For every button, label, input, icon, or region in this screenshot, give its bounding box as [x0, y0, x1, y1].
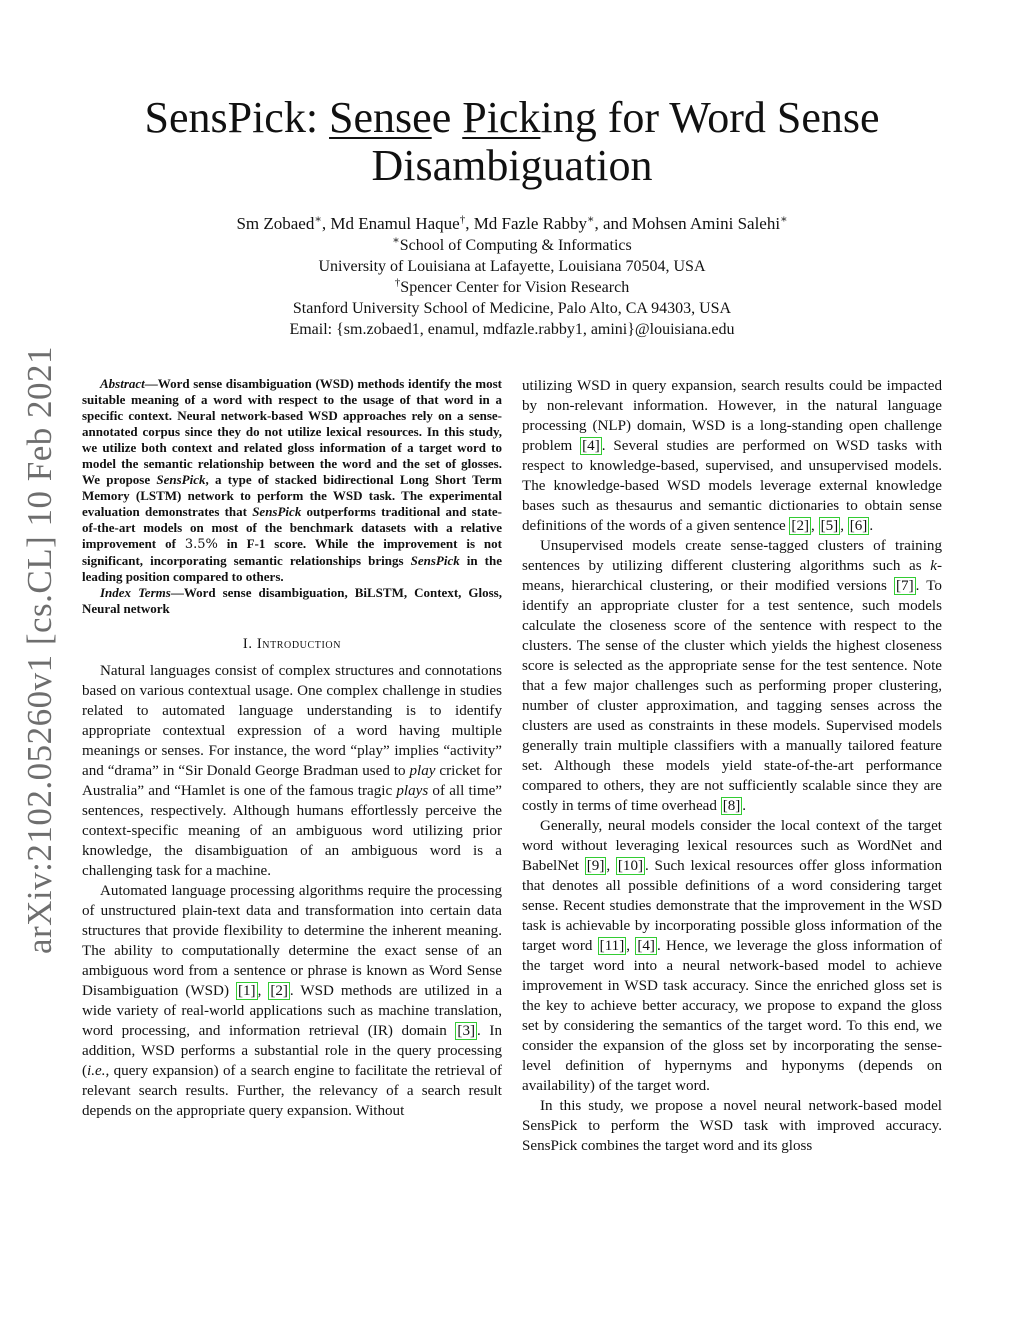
citation-link[interactable]: [9]	[586, 858, 605, 874]
citation-link[interactable]: [1]	[237, 983, 256, 999]
senspick-italic: SensPick	[252, 504, 302, 519]
text: ,	[606, 858, 616, 874]
paragraph	[82, 881, 502, 1121]
index-terms-label: Index Terms	[100, 585, 171, 600]
title-line2: Disambiguation	[371, 141, 653, 190]
text: Generally, neural models consider the local context of the target word without leveraging lexical resources such as WordNet and BabelNet	[522, 818, 942, 874]
paragraph	[522, 1096, 942, 1156]
abstract-text: outperforms traditional and state-of-the-art models on most of the benchmark datasets with a relative improvement of	[82, 504, 503, 551]
citation-link[interactable]: [6]	[849, 518, 868, 534]
author-2: Md Enamul Haque	[330, 214, 460, 233]
author-names	[130, 213, 894, 234]
text: ,	[840, 518, 848, 534]
paragraph	[522, 376, 942, 536]
author-sep: ,	[321, 214, 331, 233]
citation-link[interactable]: [8]	[722, 798, 741, 814]
author-4: Mohsen Amini Salehi	[631, 214, 781, 233]
italic-k: k	[930, 558, 937, 574]
arxiv-stamp-text: arXiv:2102.05260v1 [cs.CL] 10 Feb 2021	[20, 345, 60, 955]
right-column	[522, 376, 942, 1156]
title-sense: Sense	[329, 93, 432, 142]
text: In this study, we propose a novel neural network-based model SensPick to perform the WSD task with improved accuracy. SensPick combines the target word and its gloss	[522, 1098, 942, 1154]
text: ,	[626, 938, 636, 954]
text: cricket for Australia” and “Hamlet is one of the famous tragic	[82, 763, 502, 799]
section-title: Introduction	[256, 636, 342, 652]
citation-link[interactable]: [7]	[896, 578, 914, 594]
author-sep: , and	[594, 214, 632, 233]
citation-link[interactable]: [5]	[820, 518, 839, 534]
title-prefix: SensPick:	[144, 93, 330, 142]
dagger-mark: †	[394, 276, 401, 289]
author-block	[130, 213, 894, 340]
citation-link[interactable]: [10]	[617, 858, 644, 874]
affiliation-1-name: School of Computing & Informatics	[399, 237, 632, 254]
text: Natural languages consist of complex structures and connotations based on various contextual usage. One complex challenge in studies related to automated language understanding is to identify appropriate contextual expression of a word having multiple meanings or senses. For instance, the word “play” implies “activity” and “drama” in “Sir Donald George Bradman used to	[82, 663, 502, 779]
citation-link[interactable]: [4]	[582, 438, 600, 454]
affiliation-2	[130, 277, 894, 298]
citation-link[interactable]: [11]	[599, 938, 625, 954]
text: utilizing WSD in query expansion, search results could be impacted by non-relevant information. However, in the natural language processing (NLP) domain, WSD is a long-standing open challenge problem	[522, 378, 942, 454]
text: .	[869, 518, 874, 534]
abstract-label: Abstract	[100, 376, 145, 391]
title-e: e	[431, 93, 463, 142]
title-ing: ing for Word Sense	[540, 93, 880, 142]
text: . In addition, WSD performs a substantial role in the query processing (	[82, 1023, 502, 1079]
author-1: Sm Zobaed	[236, 214, 315, 233]
section-heading	[82, 634, 502, 654]
text: . Hence, we leverage the gloss information of the target word into a neural network-based model to achieve improvement in WSD task accuracy. Since the enriched gloss set is the key to achieve better accuracy, we propose to expand the gloss set by considering the semantics of the target word. To this end, we consider the expansion of the gloss set by incorporating the sense-level definition of hypernyms and hyponyms (depends on availability) of the target word.	[522, 938, 943, 1094]
affiliation-1-address: University of Louisiana at Lafayette, Louisiana 70504, USA	[318, 258, 706, 275]
text: of all time” sentences, respectively. Although humans effortlessly perceive the context-specific meaning of an ambiguous word utilizing prior knowledge, the disambiguation of an ambiguous word is a challenging task for a machine.	[82, 783, 502, 879]
title-pick: Pick	[462, 93, 541, 142]
citation-link[interactable]: [4]	[637, 938, 655, 954]
abstract-text: in the leading position compared to others.	[82, 553, 502, 584]
email-line: Email: {sm.zobaed1, enamul, mdfazle.rabby1, amini}@louisiana.edu	[289, 321, 735, 338]
abstract	[82, 376, 502, 585]
arxiv-stamp	[10, 345, 70, 955]
citation-link[interactable]: [2]	[270, 983, 288, 999]
abstract-text: in F-1 score. While the improvement is not significant, incorporating semantic relationships brings	[82, 536, 502, 568]
paragraph	[82, 661, 502, 881]
italic-ie: i.e.,	[87, 1063, 110, 1079]
paper-title	[130, 94, 894, 190]
index-terms-text: —Word sense disambiguation, BiLSTM, Context, Gloss, Neural network	[82, 585, 502, 616]
affiliation-2-address: Stanford University School of Medicine, Palo Alto, CA 94303, USA	[292, 300, 732, 317]
improvement-value: 3.5%	[184, 537, 218, 552]
text: Automated language processing algorithms require the processing of unstructured plain-text data and transformation into certain data structures that provide flexibility to determine the inherent meaning. The ability to computationally determine the exact sense of an ambiguous word from a sentence or phrase is known as Word Sense Disambiguation (WSD)	[82, 883, 502, 999]
section-number: I.	[242, 636, 253, 652]
abstract-text: , a type of stacked bidirectional Long Short Term Memory (LSTM) network to perform the WSD task. The experimental evaluation demonstrates that	[82, 472, 502, 519]
author-3: Md Fazle Rabby	[473, 214, 588, 233]
text: -means, hierarchical clustering, or their modified versions	[522, 558, 942, 594]
text: . Such lexical resources offer gloss information that denotes all possible definitions of a word considering target sense. Recent studies demonstrate that the improvement in the WSD task is achievable by incorporating possible gloss information of the target word	[522, 858, 942, 954]
citation-link[interactable]: [3]	[457, 1023, 476, 1039]
dagger-mark: †	[459, 213, 466, 226]
paragraph	[522, 816, 942, 1096]
italic-plays: plays	[396, 783, 429, 799]
text: query expansion) of a search engine to facilitate the retrieval of relevant search results. Further, the relevancy of a search result depends on the appropriate query expansion. Without	[82, 1063, 502, 1119]
paragraph	[522, 536, 942, 816]
text: ,	[811, 518, 819, 534]
italic-play: play	[409, 763, 436, 779]
affiliation-2-name: Spencer Center for Vision Research	[400, 279, 630, 296]
author-sep: ,	[465, 214, 474, 233]
affiliation-1	[130, 235, 894, 256]
citation-link[interactable]: [2]	[791, 518, 810, 534]
star-mark: ∗	[780, 213, 788, 226]
star-mark: ∗	[587, 213, 595, 226]
text: . Several studies are performed on WSD tasks with respect to knowledge-based, supervised, and unsupervised models. The knowledge-based WSD models leverage external knowledge bases such as thesaurus and semantic dictionaries to obtain sense definitions of the words of a given sentence	[522, 438, 942, 534]
left-column	[82, 376, 502, 1121]
text: ,	[257, 983, 269, 999]
senspick-italic: SensPick	[156, 472, 206, 487]
text: . WSD methods are utilized in a wide variety of real-world applications such as machine translation, word processing, and information retrieval (IR) domain	[82, 983, 503, 1039]
text: Unsupervised models create sense-tagged clusters of training sentences by utilizing different clustering algorithms such as	[522, 538, 942, 574]
star-mark: ∗	[314, 213, 322, 226]
abstract-text: —Word sense disambiguation (WSD) methods identify the most suitable meaning of a word with respect to the usage of that word in a specific context. Neural network-based WSD approaches rely on a sense-annotated corpus since they do not utilize lexical resources. In this study, we utilize both context and related gloss information of a target word to model the semantic relationship between the word and the set of glosses. We propose	[82, 376, 502, 487]
text: . To identify an appropriate cluster for a test sentence, such models calculate the closeness score of the sentence with respect to the clusters. The sense of the cluster which yields the highest closeness score is selected as the appropriate sense for the test sentence. Note that a few major challenges such as performing proper clustering, number of cluster approximation, and tagging senses across the clusters are used as constraints in these models. Supervised models generally train multiple classifiers with a manually tailored feature set. Although these models yield state-of-the-art performance compared to others, they are not sufficiently scalable since they are costly in terms of time overhead	[522, 578, 942, 814]
text: .	[742, 798, 747, 814]
index-terms	[82, 585, 502, 617]
star-mark: ∗	[392, 234, 400, 247]
senspick-italic: SensPick	[410, 553, 460, 568]
